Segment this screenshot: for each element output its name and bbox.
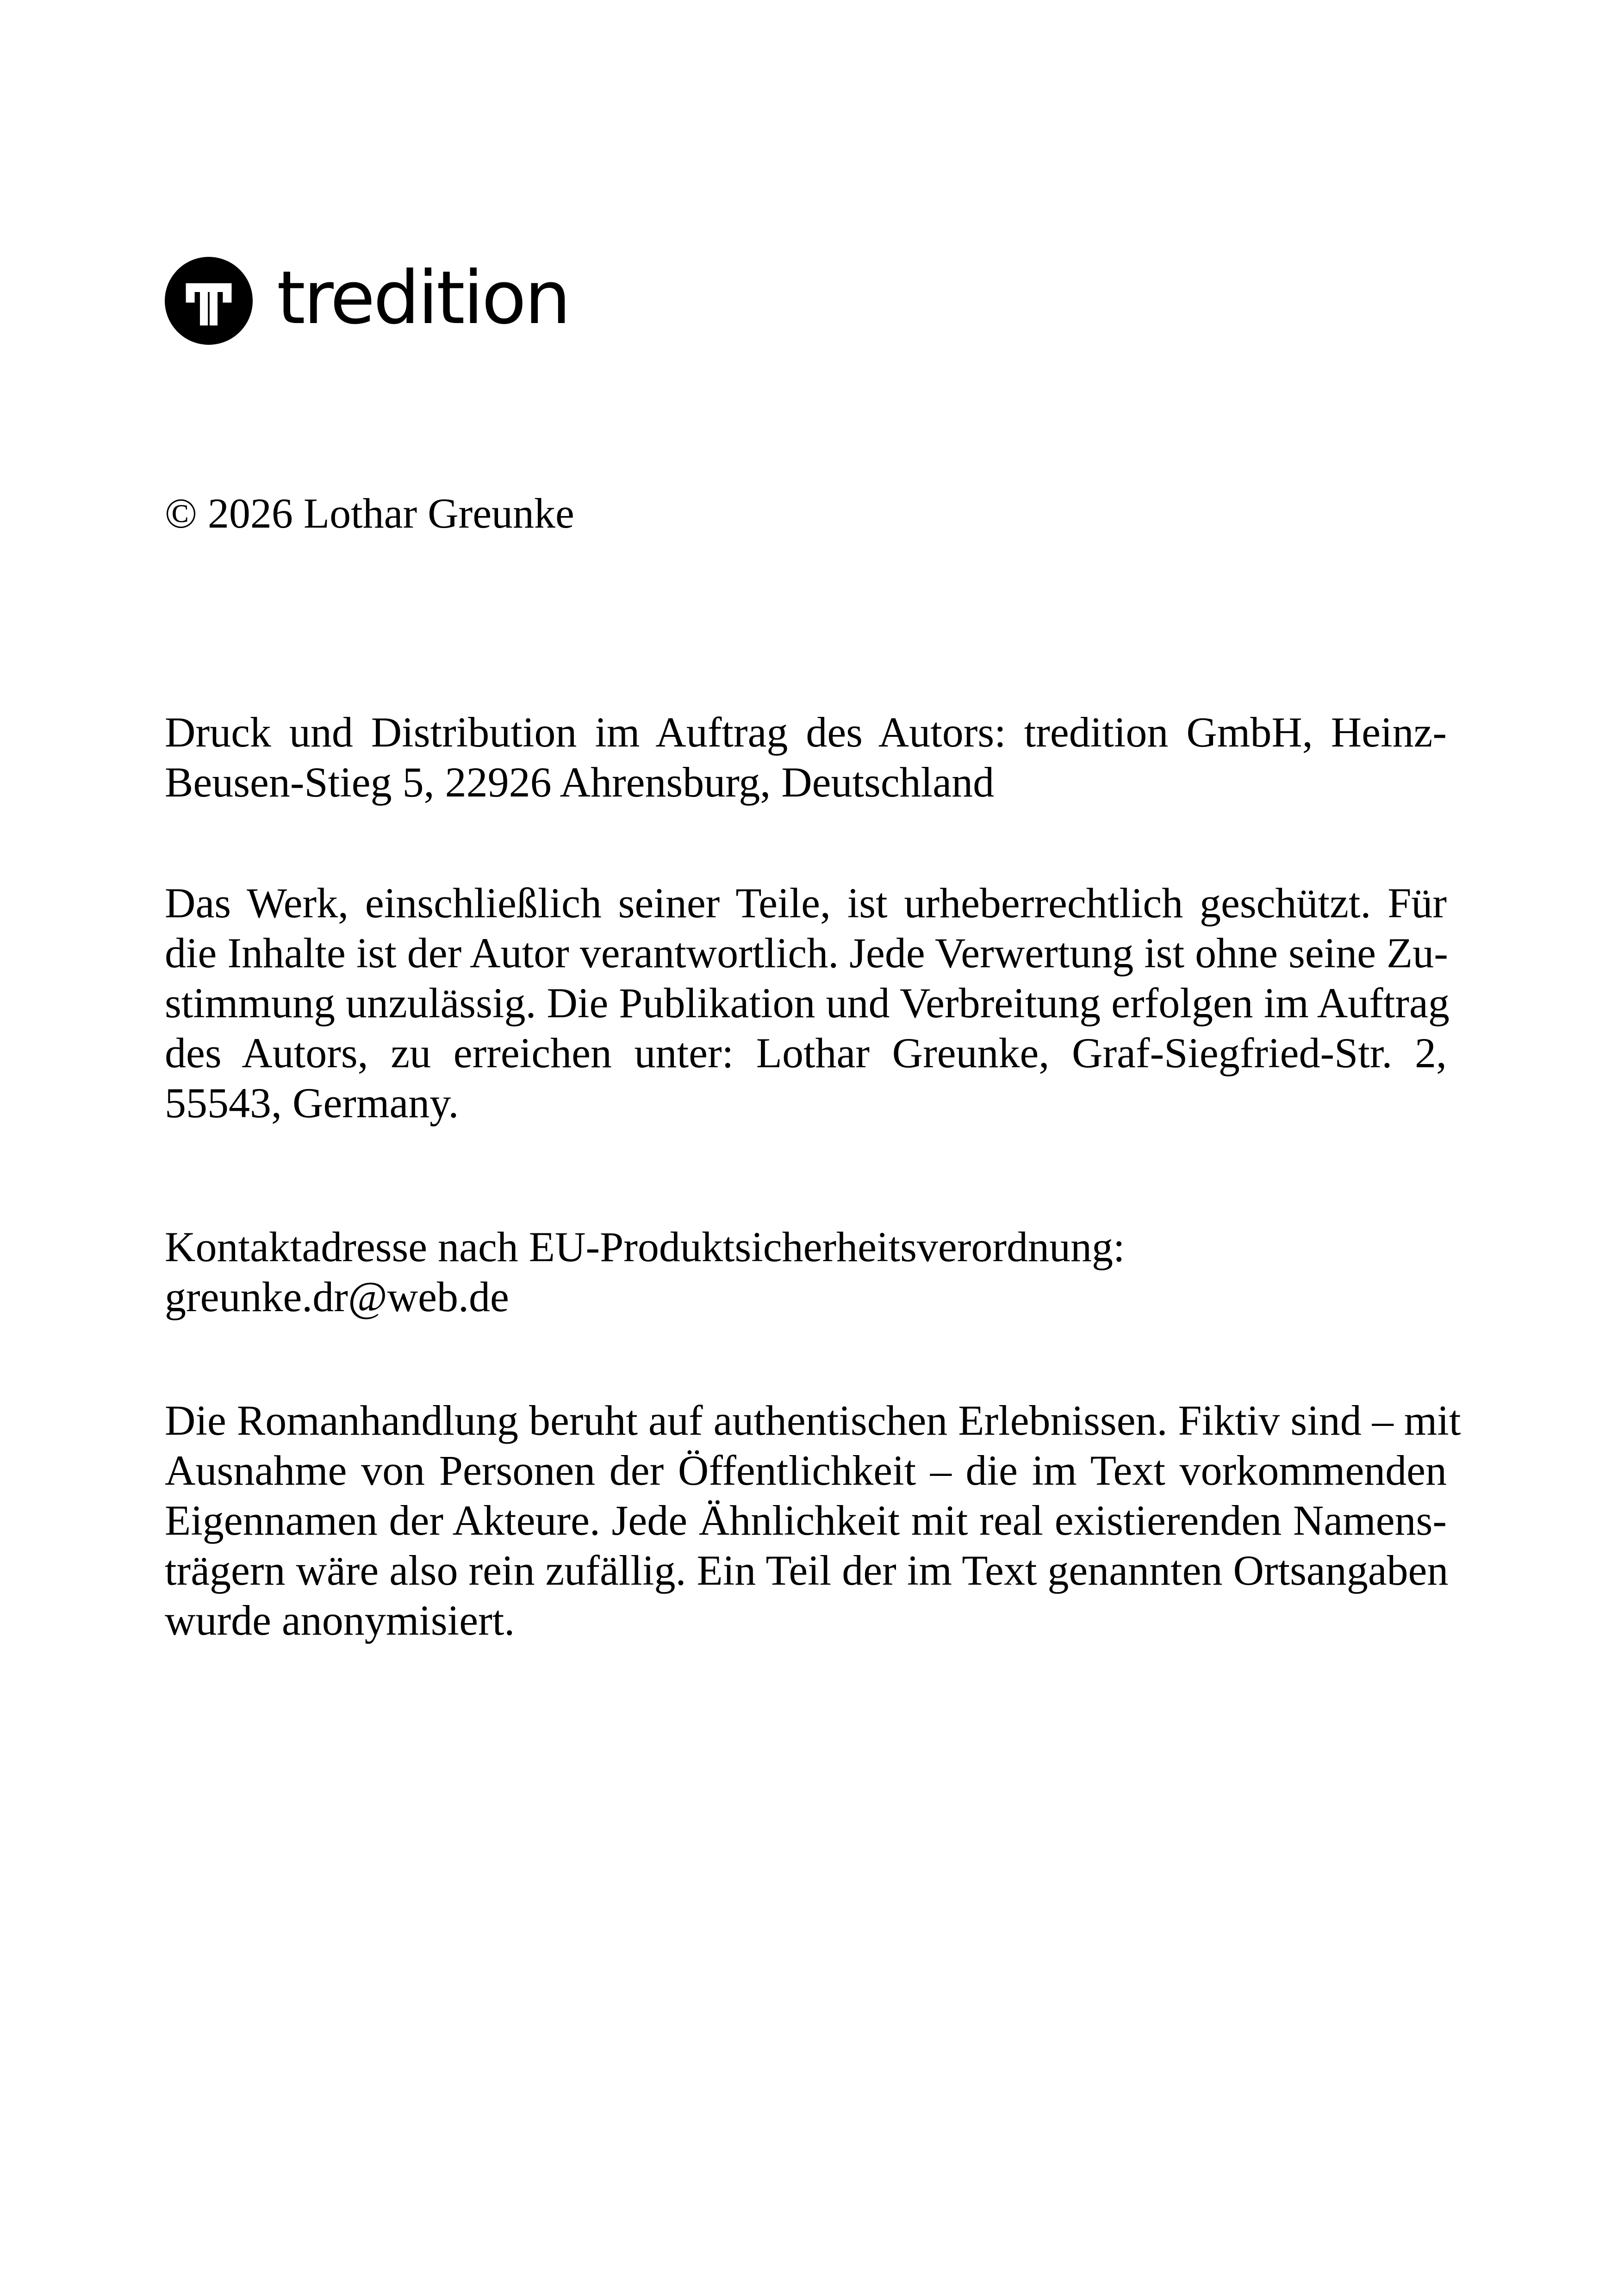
disclaimer-line: Eigennamen der Akteure. Jede Ähnlichkeit mit real existierenden Namens- <box>165 1497 1447 1544</box>
publisher-logo <box>165 257 569 345</box>
contact-paragraph <box>165 1222 1447 1322</box>
rights-paragraph <box>165 878 1450 1128</box>
rights-line: des Autors, zu erreichen unter: Lothar Greunke, Graf-Siegfried-Str. 2, <box>165 1029 1447 1076</box>
disclaimer-paragraph <box>165 1395 1461 1645</box>
tredition-logo-icon <box>165 257 253 345</box>
contact-email: greunke.dr@web.de <box>165 1273 509 1320</box>
imprint-paragraph <box>165 707 1447 807</box>
rights-line: Das Werk, einschließlich seiner Teile, ist urheberrechtlich geschützt. Für <box>165 879 1447 927</box>
disclaimer-line: wurde anonymisiert. <box>165 1597 515 1644</box>
rights-line: die Inhalte ist der Autor verantwortlich. Jede Verwertung ist ohne seine Zu- <box>165 929 1448 977</box>
rights-line: stimmung unzulässig. Die Publikation und Verbreitung erfolgen im Auftrag <box>165 979 1450 1027</box>
copyright-notice: © 2026 Lothar Greunke <box>165 490 574 537</box>
publisher-name: tredition <box>277 255 569 341</box>
imprint-line: Druck und Distribution im Auftrag des Autors: tredition GmbH, Heinz- <box>165 709 1447 756</box>
disclaimer-line: Die Romanhandlung beruht auf authentischen Erlebnissen. Fiktiv sind – mit <box>165 1397 1461 1444</box>
rights-line: 55543, Germany. <box>165 1079 459 1126</box>
disclaimer-line: trägern wäre also rein zufällig. Ein Teil der im Text genannten Ortsangaben <box>165 1547 1449 1594</box>
disclaimer-line: Ausnahme von Personen der Öffentlichkeit – die im Text vorkommenden <box>165 1447 1447 1494</box>
contact-label: Kontaktadresse nach EU-Produktsicherheitsverordnung: <box>165 1223 1125 1270</box>
imprint-line: Beusen-Stieg 5, 22926 Ahrensburg, Deutschland <box>165 759 995 806</box>
